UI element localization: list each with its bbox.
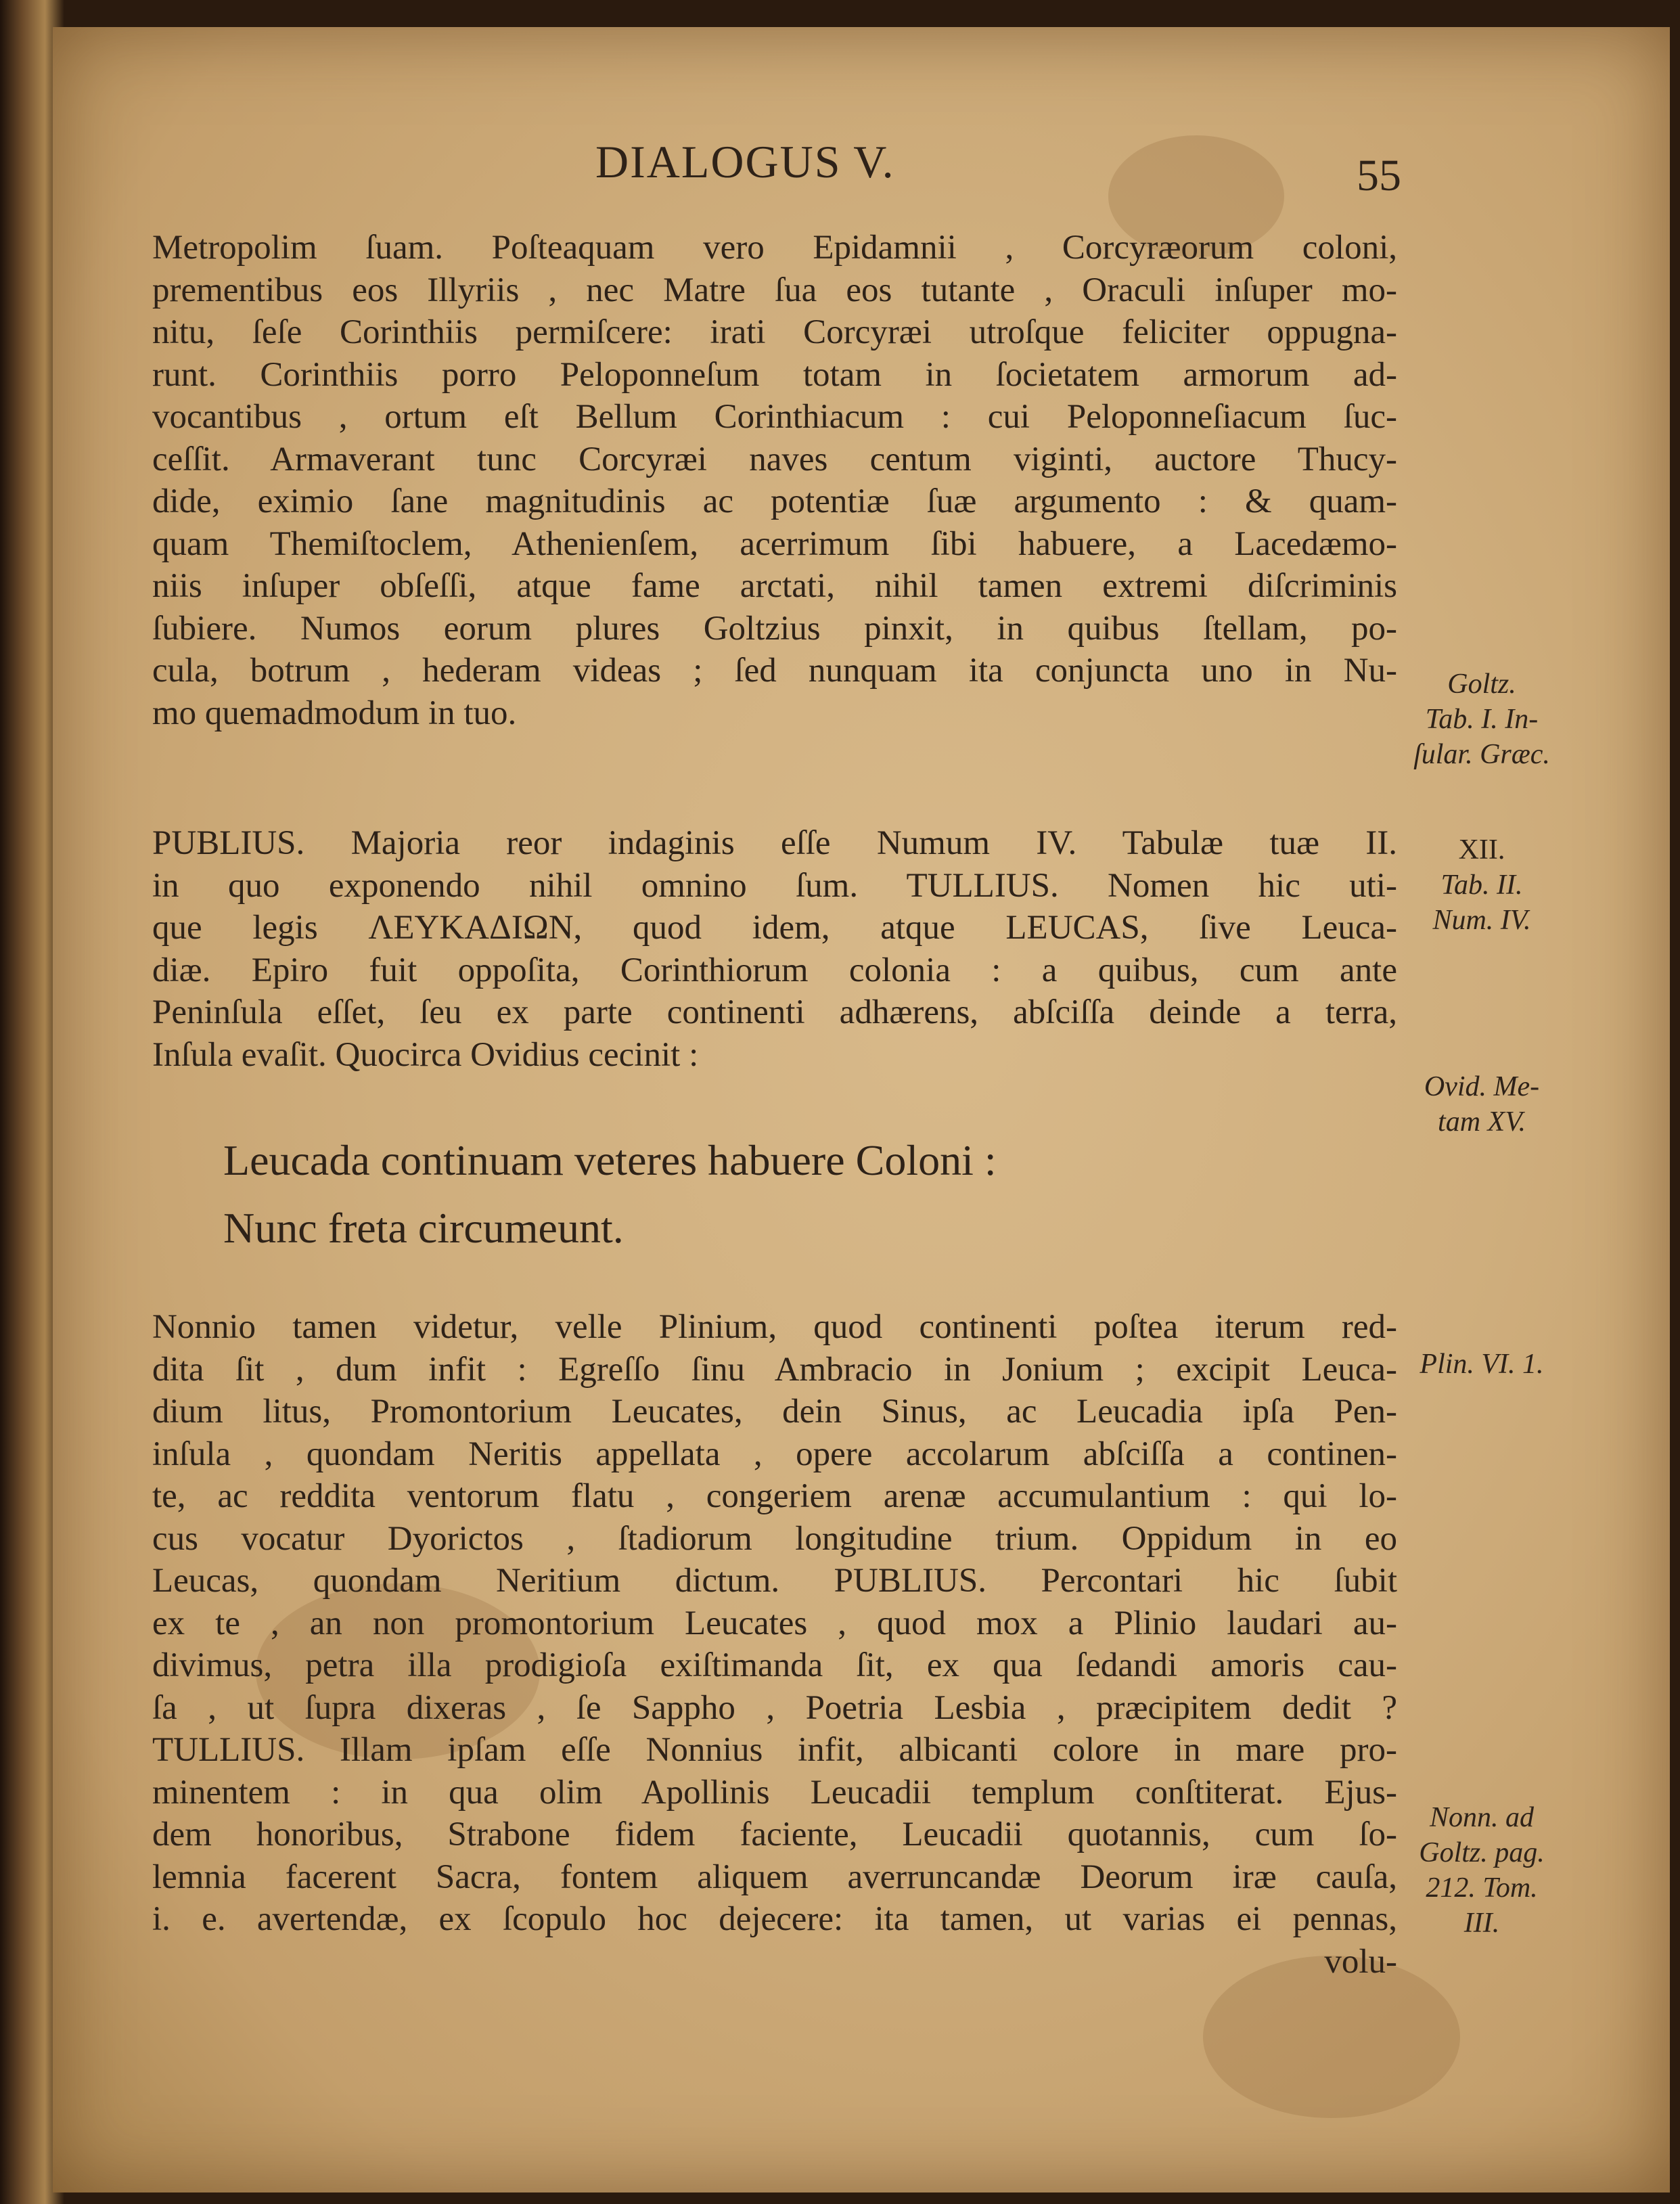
text-line: i. e. avertendæ, ex ſcopulo hoc dejecere: ita tamen, ut varias ei pennas, xyxy=(152,1900,1397,1938)
verse-line: Leucada continuam veteres habuere Coloni : xyxy=(223,1136,997,1184)
text-line: Metropolim ſuam. Poſteaquam vero Epidamnii , Corcyræorum coloni, xyxy=(152,229,1397,267)
text-line: Nonnio tamen videtur, velle Plinium, quod continenti poſtea iterum red- xyxy=(152,1308,1397,1346)
margin-note-line: XII. xyxy=(1458,834,1505,865)
text-line: inſula , quondam Neritis appellata , opere accolarum abſciſſa a continen- xyxy=(152,1435,1397,1473)
margin-note-line: tam XV. xyxy=(1438,1106,1526,1138)
text-line: nitu, ſeſe Corinthiis permiſcere: irati Corcyræi utroſque feliciter oppugna- xyxy=(152,313,1397,351)
text-line: Peninſula eſſet, ſeu ex parte continenti adhærens, abſciſſa deinde a terra, xyxy=(152,993,1397,1031)
text-line: vocantibus , ortum eſt Bellum Corinthiacum : cui Peloponneſiacum ſuc- xyxy=(152,398,1397,436)
verse-quotation xyxy=(223,1127,997,1262)
text-line: cula, botrum , hederam videas ; ſed nunquam ita conjuncta uno in Nu- xyxy=(152,652,1397,690)
verse-line: Nunc freta circumeunt. xyxy=(223,1204,624,1252)
text-line: ceſſit. Armaverant tunc Corcyræi naves centum viginti, auctore Thucy- xyxy=(152,440,1397,478)
margin-note-goltz xyxy=(1380,667,1583,772)
paragraph-leucas xyxy=(152,822,1397,1076)
text-line: niis inſuper obſeſſi, atque fame arctati, nihil tamen extremi diſcriminis xyxy=(152,567,1397,605)
text-line: PUBLIUS. Majoria reor indaginis eſſe Numum IV. Tabulæ tuæ II. xyxy=(152,824,1397,862)
margin-note-line: III. xyxy=(1463,1908,1500,1939)
margin-note-line: Nonn. ad xyxy=(1429,1802,1534,1833)
margin-note-line: ſular. Græc. xyxy=(1413,739,1550,770)
text-line: minentem : in qua olim Apollinis Leucadii templum conſtiterat. Ejus- xyxy=(152,1773,1397,1812)
text-line: quam Themiſtoclem, Athenienſem, acerrimum ſibi habuere, a Lacedæmo- xyxy=(152,524,1397,563)
text-line: divimus, petra illa prodigioſa exiſtimanda ſit, ex qua ſedandi amoris cau- xyxy=(152,1646,1397,1684)
margin-note-nonn xyxy=(1380,1800,1583,1941)
text-line: prementibus eos Illyriis , nec Matre ſua eos tutante , Oraculi inſuper mo- xyxy=(152,271,1397,309)
text-line: in quo exponendo nihil omnino ſum. TULLIUS. Nomen hic uti- xyxy=(152,866,1397,905)
running-title: DIALOGUS V. xyxy=(595,136,895,187)
margin-note-line: Plin. VI. 1. xyxy=(1420,1349,1544,1380)
text-line: ex te , an non promontorium Leucates , quod mox a Plinio laudari au- xyxy=(152,1604,1397,1642)
margin-note-line: Num. IV. xyxy=(1432,905,1531,936)
page-number: 55 xyxy=(1357,151,1401,200)
text-line: dem honoribus, Strabone fidem faciente, Leucadii quotannis, cum ſo- xyxy=(152,1816,1397,1853)
margin-note-line: Tab. II. xyxy=(1440,870,1523,901)
text-line: ſubiere. Numos eorum plures Goltzius pinxit, in quibus ſtellam, po- xyxy=(152,609,1397,648)
text-line: Leucas, quondam Neritium dictum. PUBLIUS. Percontari hic ſubit xyxy=(152,1562,1397,1600)
text-line: runt. Corinthiis porro Peloponneſum totam in ſocietatem armorum ad- xyxy=(152,355,1397,394)
text-line: dita ſit , dum infit : Egreſſo ſinu Ambracio in Jonium ; excipit Leuca- xyxy=(152,1350,1397,1389)
margin-note-tab xyxy=(1380,832,1583,938)
text-line: Inſula evaſit. Quocirca Ovidius cecinit : xyxy=(152,1035,699,1074)
text-line: ſa , ut ſupra dixeras , ſe Sappho , Poetria Lesbia , præcipitem dedit ? xyxy=(152,1688,1397,1727)
text-line: dium litus, Promontorium Leucates, dein Sinus, ac Leucadia ipſa Pen- xyxy=(152,1393,1397,1431)
text-line: cus vocatur Dyorictos , ſtadiorum longitudine trium. Oppidum in eo xyxy=(152,1519,1397,1558)
margin-note-ovid xyxy=(1380,1069,1583,1140)
text-line: lemnia facerent Sacra, fontem aliquem averruncandæ Deorum iræ cauſa, xyxy=(152,1858,1397,1896)
margin-note-line: Goltz. pag. xyxy=(1419,1837,1545,1868)
paragraph-nonnius xyxy=(152,1306,1397,1983)
text-line: TULLIUS. Illam ipſam eſſe Nonnius infit, albicanti colore in mare pro- xyxy=(152,1731,1397,1769)
margin-note-line: Ovid. Me- xyxy=(1424,1071,1540,1102)
text-line: mo quemadmodum in tuo. xyxy=(152,694,517,732)
catchword: volu- xyxy=(1324,1942,1397,1981)
text-line: diæ. Epiro fuit oppoſita, Corinthiorum colonia : a quibus, cum ante xyxy=(152,951,1397,989)
margin-note-plin xyxy=(1380,1347,1583,1382)
margin-note-line: Tab. I. In- xyxy=(1425,704,1539,735)
text-line: dide, eximio ſane magnitudinis ac potentiæ ſuæ argumento : & quam- xyxy=(152,482,1397,520)
text-line: que legis ΛΕΥΚΑΔΙΩΝ, quod idem, atque LEUCAS, ſive Leuca- xyxy=(152,909,1397,947)
margin-note-line: Goltz. xyxy=(1447,669,1516,700)
margin-note-line: 212. Tom. xyxy=(1426,1872,1538,1904)
text-line: te, ac reddita ventorum flatu , congeriem arenæ accumulantium : qui lo- xyxy=(152,1477,1397,1515)
paragraph-corcyra xyxy=(152,227,1397,734)
